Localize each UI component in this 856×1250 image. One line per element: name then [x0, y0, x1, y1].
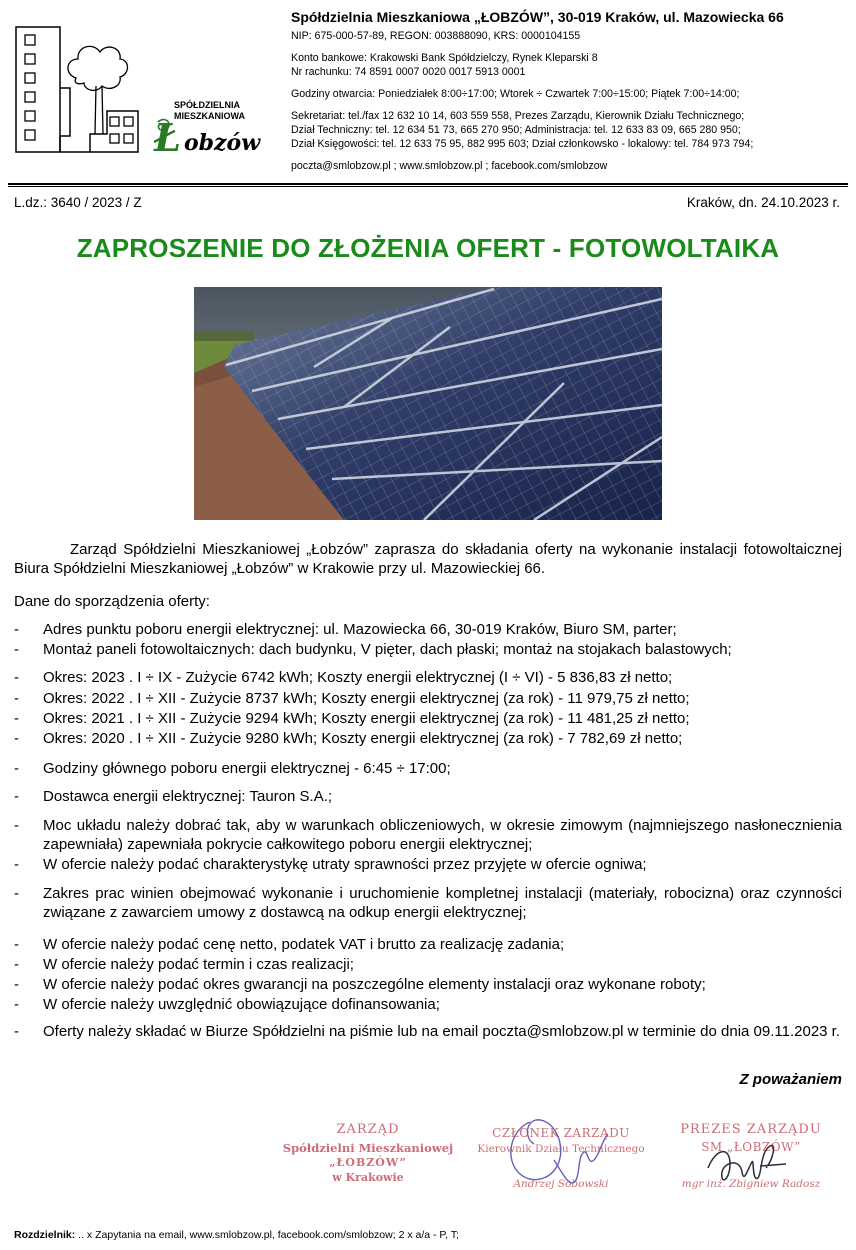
header-opening-hours: Godziny otwarcia: Poniedziałek 8:00÷17:00; Wtorek ÷ Czwartek 7:00÷15:00; Piątek 7:00÷14:00;: [291, 88, 740, 100]
member-stamp-heading: CZŁONEK ZARZĄDU: [492, 1126, 630, 1140]
reference-number: L.dz.: 3640 / 2023 / Z: [14, 195, 142, 210]
member-signature: [490, 1100, 610, 1200]
distribution-list: [14, 1229, 459, 1241]
member-stamp-name: Andrzej Sobowski: [513, 1178, 609, 1190]
distribution-text: .. x Zapytania na email, www.smlobzow.pl, facebook.com/smlobzow; 2 x a/a - P, T;: [75, 1229, 459, 1241]
logo-name: obzów: [184, 130, 261, 156]
logo-label-1: SPÓŁDZIELNIA: [174, 100, 241, 110]
president-stamp-name: mgr inż. Zbigniew Radosz: [681, 1178, 821, 1190]
logo-initial: Ł: [154, 115, 181, 160]
header-accounting-dept: Dział Księgowości: tel. 12 633 75 95, 882 995 603; Dział członkowsko - lokalowy: tel. 784 973 794;: [291, 138, 754, 150]
logo-label-2: MIESZKANIOWA: [174, 111, 245, 121]
member-stamp-line: Kierownik Działu Technicznego: [477, 1143, 645, 1155]
header-technical-dept: Dział Techniczny: tel. 12 634 51 73, 665 270 950; Administracja: tel. 12 633 83 09, 665 280 950;: [291, 124, 741, 136]
distribution-label: Rozdzielnik:: [14, 1229, 76, 1241]
header-divider: [8, 183, 848, 185]
document-date: Kraków, dn. 24.10.2023 r.: [686, 195, 840, 210]
header-account-number: Nr rachunku: 74 8591 0007 0020 0017 5913 0001: [291, 66, 526, 78]
cooperative-logo: [14, 26, 280, 164]
board-stamp-line: Spółdzielni Mieszkaniowej: [282, 1141, 454, 1155]
data-heading: Dane do sporządzenia oferty:: [14, 593, 210, 610]
intro-paragraph: Zarząd Spółdzielni Mieszkaniowej „Łobzów” zaprasza do składania oferty na wykonanie instalacji fotowoltaicznej Biura Spółdzielni Mieszkaniowej „Łobzów” w Krakowie przy ul. Mazowieckiej 66.: [14, 541, 842, 577]
president-signature: [700, 1128, 790, 1198]
solar-panels-photo: [194, 287, 662, 520]
board-stamp-line: „ŁOBZÓW”: [329, 1156, 407, 1169]
header-registration: NIP: 675-000-57-89, REGON: 003888090, KRS: 0000104155: [291, 30, 581, 42]
document-title: ZAPROSZENIE DO ZŁOŻENIA OFERT - FOTOWOLTAIKA: [76, 233, 780, 263]
president-stamp-heading: PREZES ZARZĄDU: [680, 1122, 822, 1137]
board-stamp-line: w Krakowie: [332, 1171, 404, 1184]
header-contact-links: poczta@smlobzow.pl ; www.smlobzow.pl ; facebook.com/smlobzow: [291, 160, 608, 172]
closing-salutation: Z poważaniem: [739, 1071, 842, 1088]
president-stamp-line: SM „ŁOBZÓW”: [701, 1140, 801, 1154]
header-bank: Konto bankowe: Krakowski Bank Spółdzielczy, Rynek Kleparski 8: [291, 52, 598, 64]
header-divider-thin: [8, 186, 848, 187]
header-secretariat: Sekretariat: tel./fax 12 632 10 14, 603 559 558, Prezes Zarządu, Kierownik Działu Technicznego;: [291, 110, 745, 122]
board-stamp-heading: ZARZĄD: [336, 1122, 400, 1137]
header-title: Spółdzielnia Mieszkaniowa „ŁOBZÓW”, 30-019 Kraków, ul. Mazowiecka 66: [291, 9, 784, 25]
